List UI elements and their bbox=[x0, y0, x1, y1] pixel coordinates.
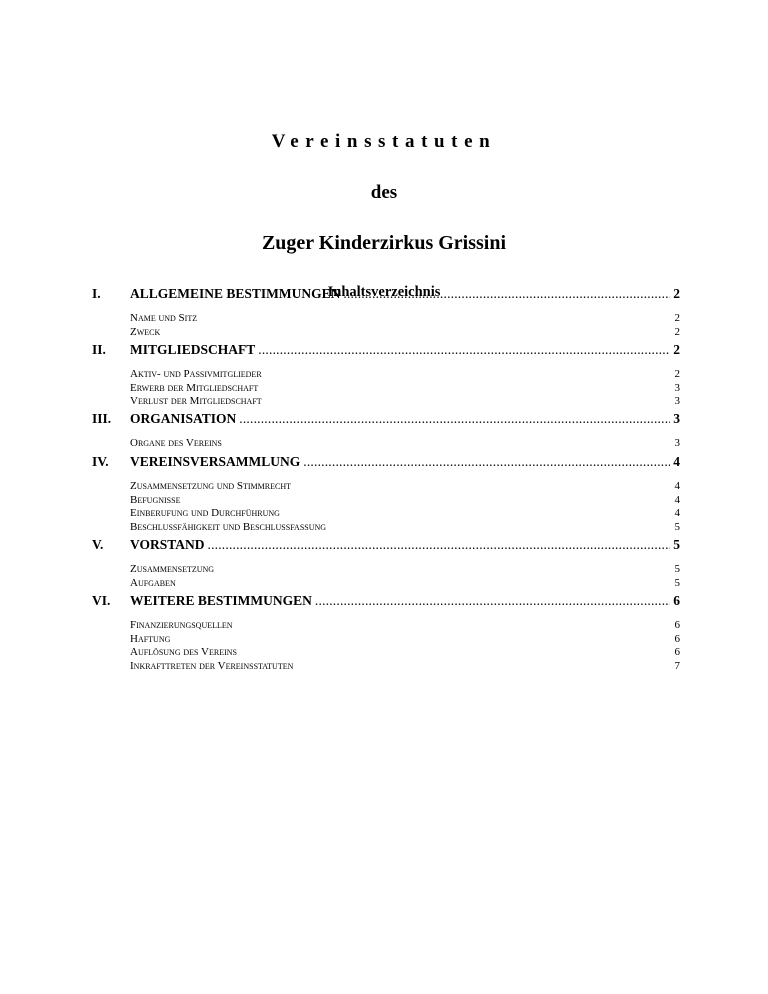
subsection-page-number: 2 bbox=[674, 312, 680, 324]
section-number: IV. bbox=[92, 454, 109, 469]
section-title: WEITERE BESTIMMUNGEN bbox=[130, 593, 312, 608]
toc-subsection-list bbox=[92, 437, 680, 451]
section-number: V. bbox=[92, 537, 104, 552]
toc-section bbox=[92, 536, 680, 590]
toc-section bbox=[92, 453, 680, 534]
toc-subsection-row[interactable] bbox=[92, 619, 680, 633]
toc-section bbox=[92, 592, 680, 673]
toc-subsection-list bbox=[92, 619, 680, 673]
toc-subsection-row[interactable] bbox=[92, 395, 680, 409]
toc-subsection-list bbox=[92, 312, 680, 339]
subsection-page-number: 3 bbox=[674, 381, 680, 394]
section-page-number: 5 bbox=[673, 537, 680, 552]
subsection-title: Zusammensetzung bbox=[130, 563, 215, 575]
toc-section-row[interactable] bbox=[92, 410, 680, 428]
subsection-title: Name und Sitz bbox=[130, 312, 198, 324]
section-page-number: 3 bbox=[673, 411, 680, 426]
section-page-number: 2 bbox=[673, 342, 680, 357]
subsection-page-number: 2 bbox=[674, 368, 680, 380]
toc-section bbox=[92, 285, 680, 339]
toc-subsection-row[interactable] bbox=[92, 437, 680, 451]
toc-subsection-row[interactable] bbox=[92, 646, 680, 660]
subsection-title: Einberufung und Durchführung bbox=[130, 507, 280, 519]
toc-subsection-row[interactable] bbox=[92, 521, 680, 535]
toc-subsection-row[interactable] bbox=[92, 480, 680, 494]
toc-subsection-row[interactable] bbox=[92, 326, 680, 340]
dot-leader bbox=[315, 592, 670, 610]
section-page-number: 6 bbox=[673, 593, 680, 608]
association-name: Zuger Kinderzirkus Grissini bbox=[261, 232, 507, 254]
subsection-title: Auflösung des Vereins bbox=[130, 646, 237, 658]
subsection-title: Inkrafttreten der Vereinsstatuten bbox=[130, 659, 294, 672]
dot-leader bbox=[303, 453, 670, 471]
subsection-page-number: 5 bbox=[674, 576, 680, 589]
section-number: VI. bbox=[92, 593, 111, 608]
toc-subsection-list bbox=[92, 480, 680, 534]
subsection-page-number: 3 bbox=[674, 437, 680, 449]
subsection-title: Aufgaben bbox=[130, 576, 176, 589]
subsection-title: Zusammensetzung und Stimmrecht bbox=[130, 480, 292, 492]
section-number: II. bbox=[92, 342, 106, 357]
toc-subsection-row[interactable] bbox=[92, 368, 680, 382]
section-page-number: 4 bbox=[673, 454, 680, 469]
toc-section bbox=[92, 410, 680, 451]
toc-section bbox=[92, 341, 680, 409]
subsection-title: Zweck bbox=[130, 325, 161, 338]
subsection-page-number: 3 bbox=[674, 395, 680, 407]
section-title: VORSTAND bbox=[130, 537, 205, 552]
subsection-page-number: 4 bbox=[674, 507, 680, 519]
toc-subsection-row[interactable] bbox=[92, 660, 680, 674]
dot-leader bbox=[208, 536, 671, 554]
toc-heading: Inhaltsverzeichnis bbox=[327, 284, 441, 300]
toc-subsection-row[interactable] bbox=[92, 563, 680, 577]
toc-section-row[interactable] bbox=[92, 341, 680, 359]
subsection-page-number: 7 bbox=[674, 659, 680, 672]
toc-subsection-row[interactable] bbox=[92, 633, 680, 647]
toc-subsection-row[interactable] bbox=[92, 507, 680, 521]
section-title: MITGLIEDSCHAFT bbox=[130, 342, 256, 357]
subsection-page-number: 4 bbox=[674, 480, 680, 492]
subsection-title: Aktiv- und Passivmitglieder bbox=[130, 368, 262, 380]
toc-section-row[interactable] bbox=[92, 536, 680, 554]
subsection-page-number: 6 bbox=[674, 619, 680, 631]
subsection-title: Organe des Vereins bbox=[130, 437, 222, 449]
section-title: ORGANISATION bbox=[130, 411, 237, 426]
subsection-title: Erwerb der Mitgliedschaft bbox=[130, 381, 259, 394]
dot-leader bbox=[239, 410, 670, 428]
subsection-title: Finanzierungsquellen bbox=[130, 619, 233, 631]
subsection-page-number: 4 bbox=[674, 493, 680, 506]
toc-section-row[interactable] bbox=[92, 453, 680, 471]
subsection-page-number: 6 bbox=[674, 646, 680, 658]
document-title: Vereinsstatuten bbox=[271, 131, 497, 152]
toc-subsection-list bbox=[92, 563, 680, 590]
section-title: ALLGEMEINE BESTIMMUNGEN bbox=[130, 286, 341, 301]
dot-leader bbox=[258, 341, 670, 359]
section-number: I. bbox=[92, 286, 101, 301]
toc-subsection-list bbox=[92, 368, 680, 409]
toc-section-row[interactable] bbox=[92, 285, 680, 303]
section-title: VEREINSVERSAMMLUNG bbox=[130, 454, 301, 469]
toc-subsection-row[interactable] bbox=[92, 382, 680, 396]
subsection-title: Verlust der Mitgliedschaft bbox=[130, 395, 262, 407]
subsection-page-number: 5 bbox=[674, 563, 680, 575]
section-page-number: 2 bbox=[673, 286, 680, 301]
dot-leader bbox=[343, 285, 670, 303]
toc-subsection-row[interactable] bbox=[92, 577, 680, 591]
subsection-title: Beschlussfähigkeit und Beschlussfassung bbox=[130, 520, 327, 533]
document-subtitle: des bbox=[370, 182, 398, 203]
subsection-title: Haftung bbox=[130, 632, 171, 645]
toc-subsection-row[interactable] bbox=[92, 312, 680, 326]
subsection-title: Befugnisse bbox=[130, 493, 181, 506]
section-number: III. bbox=[92, 411, 112, 426]
subsection-page-number: 5 bbox=[674, 520, 680, 533]
toc-subsection-row[interactable] bbox=[92, 494, 680, 508]
subsection-page-number: 6 bbox=[674, 632, 680, 645]
subsection-page-number: 2 bbox=[674, 325, 680, 338]
toc-section-row[interactable] bbox=[92, 592, 680, 610]
